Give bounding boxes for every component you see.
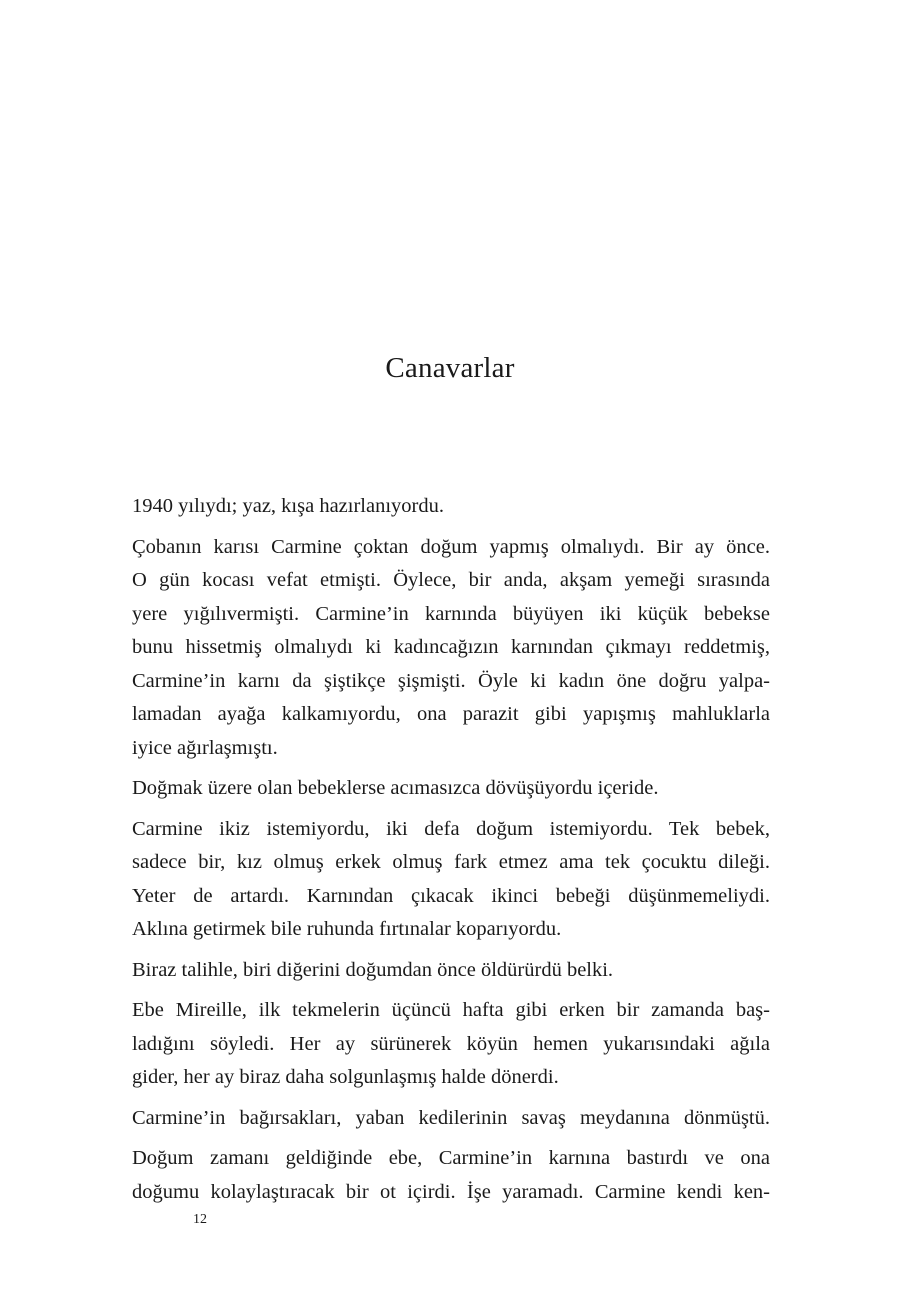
- paragraph: [132, 490, 770, 524]
- text-line: iyice ağırlaşmıştı.: [132, 736, 278, 759]
- text-line: bunu hissetmiş olmalıydı ki kadıncağızın karnından çıkmayı reddetmiş,: [132, 636, 770, 658]
- paragraph: [132, 772, 770, 806]
- text-line: Çobanın karısı Carmine çoktan doğum yapmış olmalıydı. Bir ay önce.: [132, 535, 770, 558]
- paragraph: [132, 1102, 770, 1136]
- text-line: Carmine ikiz istemiyordu, iki defa doğum istemiyordu. Tek bebek,: [132, 817, 770, 840]
- chapter-body: [132, 490, 770, 1216]
- paragraph: [132, 994, 770, 1095]
- text-line: Aklına getirmek bile ruhunda fırtınalar koparıyordu.: [132, 918, 562, 940]
- text-line: lamadan ayağa kalkamıyordu, ona parazit gibi yapışmış mahluklarla: [132, 703, 770, 725]
- text-line: Ebe Mireille, ilk tekmelerin üçüncü hafta gibi erken bir zamanda baş-: [132, 999, 770, 1021]
- text-line: Yeter de artardı. Karnından çıkacak ikinci bebeği düşünmemeliydi.: [132, 884, 770, 907]
- paragraph: [132, 1142, 770, 1209]
- text-line: Doğmak üzere olan bebeklerse acımasızca dövüşüyordu içeride.: [132, 777, 659, 799]
- text-line: doğumu kolaylaştıracak bir ot içirdi. İşe yaramadı. Carmine kendi ken-: [132, 1180, 770, 1203]
- text-line: 1940 yılıydı; yaz, kışa hazırlanıyordu.: [132, 495, 444, 517]
- text-line: Doğum zamanı geldiğinde ebe, Carmine’in karnına bastırdı ve ona: [132, 1147, 770, 1169]
- text-line: gider, her ay biraz daha solgunlaşmış halde dönerdi.: [132, 1066, 559, 1088]
- text-line: yere yığılıvermişti. Carmine’in karnında büyüyen iki küçük bebekse: [132, 602, 770, 625]
- paragraph: [132, 813, 770, 947]
- text-line: Carmine’in karnı da şiştikçe şişmişti. Öyle ki kadın öne doğru yalpa-: [132, 669, 770, 692]
- paragraph: [132, 954, 770, 988]
- chapter-title: Canavarlar: [385, 352, 515, 384]
- text-line: sadece bir, kız olmuş erkek olmuş fark etmez ama tek çocuktu dileği.: [132, 851, 770, 873]
- page-number: 12: [193, 1212, 207, 1227]
- text-line: ladığını söyledi. Her ay sürünerek köyün hemen yukarısındaki ağıla: [132, 1032, 770, 1055]
- text-line: Carmine’in bağırsakları, yaban kedilerinin savaş meydanına dönmüştü.: [132, 1106, 770, 1129]
- text-line: O gün kocası vefat etmişti. Öylece, bir anda, akşam yemeği sırasında: [132, 569, 770, 591]
- paragraph: [132, 531, 770, 766]
- text-line: Biraz talihle, biri diğerini doğumdan önce öldürürdü belki.: [132, 958, 614, 981]
